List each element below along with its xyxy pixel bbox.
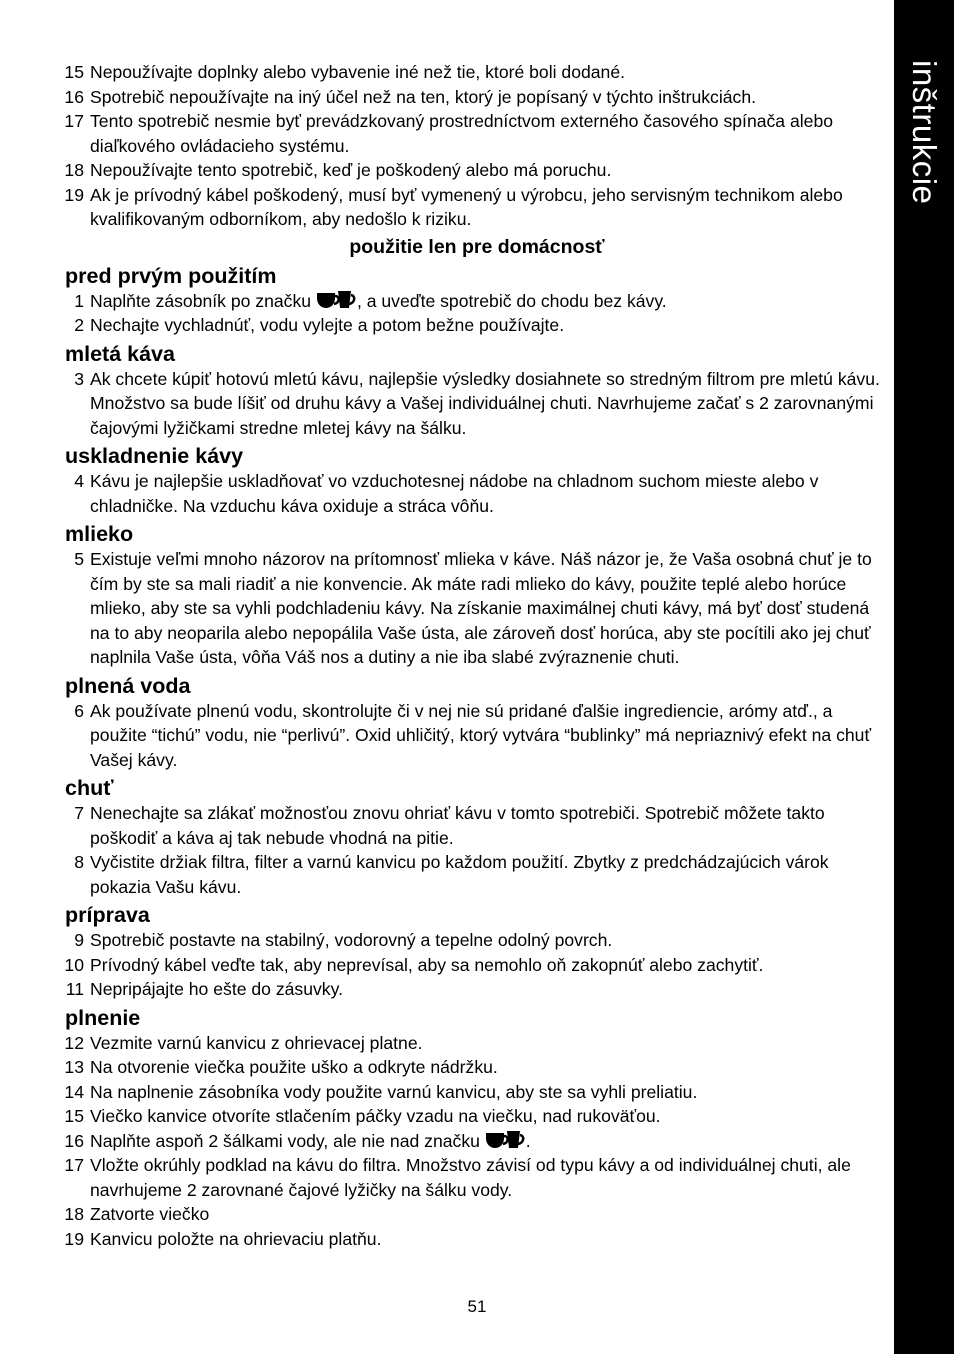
item-text: Naplňte zásobník po značku , a uveďte spotrebič do chodu bez kávy.	[90, 290, 667, 311]
item-number: 4	[74, 471, 84, 491]
item-number: 16	[64, 1130, 84, 1151]
item-number: 14	[64, 1081, 84, 1102]
list-item	[62, 801, 892, 850]
item-number: 18	[64, 1204, 84, 1224]
item-text: Zatvorte viečko	[90, 1204, 210, 1224]
item-number: 15	[64, 1106, 84, 1126]
list-item	[62, 85, 892, 110]
item-text: Naplňte aspoň 2 šálkami vody, ale nie nad značku .	[90, 1130, 531, 1151]
sidebar-tab	[894, 0, 954, 1354]
item-text: Nepoužívajte tento spotrebič, keď je poškodený alebo má poruchu.	[90, 160, 612, 180]
ground-coffee-heading: mletá káva	[65, 341, 175, 366]
sidebar-title: inštrukcie	[906, 60, 943, 205]
item-number: 7	[74, 803, 84, 823]
list-item	[62, 1153, 892, 1202]
item-number: 12	[64, 1032, 84, 1053]
storage-heading: uskladnenie kávy	[65, 444, 244, 468]
item-number: 13	[64, 1057, 84, 1077]
household-use-heading: použitie len pre domácnosť	[349, 235, 605, 258]
item-text: Nepoužívajte doplnky alebo vybavenie iné než tie, ktoré boli dodané.	[90, 62, 626, 82]
item-text: Nenechajte sa zlákať možnosťou znovu ohriať kávu v tomto spotrebiči. Spotrebič môžete takto poškodiť a káva aj tak nebude vhodná na pitie.	[90, 803, 825, 848]
item-text: Vezmite varnú kanvicu z ohrievacej platne.	[90, 1032, 423, 1053]
list-item	[62, 928, 892, 953]
filling-heading: plnenie	[65, 1005, 141, 1030]
list-item	[62, 313, 892, 338]
list-item	[62, 1104, 892, 1129]
item-text: Na otvorenie viečka použite uško a odkryte nádržku.	[90, 1057, 498, 1077]
item-number: 9	[74, 930, 84, 950]
list-item	[62, 1055, 892, 1080]
item-text: Kanvicu položte na ohrievaciu platňu.	[90, 1228, 382, 1249]
item-text: Kávu je najlepšie uskladňovať vo vzduchotesnej nádobe na chladnom suchom mieste alebo v chladničke. Na vzduchu káva oxiduje a stráca vôňu.	[90, 471, 819, 516]
page-number: 51	[467, 1297, 487, 1316]
item-number: 11	[65, 979, 84, 999]
item-number: 6	[74, 700, 84, 721]
list-item	[62, 699, 892, 773]
list-item	[62, 850, 892, 899]
list-item	[62, 547, 892, 670]
item-number: 16	[64, 86, 84, 107]
list-item	[62, 1031, 892, 1056]
list-item	[62, 1202, 892, 1227]
filtered-water-list	[62, 699, 892, 773]
item-number: 5	[74, 549, 84, 569]
item-text: Nechajte vychladnúť, vodu vylejte a potom bežne používajte.	[90, 315, 565, 335]
list-item	[62, 977, 892, 1002]
taste-heading: chuť	[65, 776, 114, 800]
coffee-cup-mark-icon	[485, 1130, 526, 1150]
item-text: Spotrebič nepoužívajte na iný účel než na ten, ktorý je popísaný v týchto inštrukciách.	[90, 86, 757, 107]
item-text: Existuje veľmi mnoho názorov na prítomnosť mlieka v káve. Náš názor je, že Vaša osobná chuť je to čím by ste sa mali riadiť a nie konvencie. Ak máte radi mlieko do kávy, použite teplé alebo horúce mlieko, aby ste sa vyhli podchladeniu kávy. Na získanie maximálnej chuti kávy, má byť dosť studená na to aby neoparila alebo nepopálila Vaše ústa, ale zároveň dosť horúca, aby ste pocítili ako jej chuť naplnila Vaše ústa, vôňa Váš nos a dutiny a nie iba slabé zvýraznenie chuti.	[90, 549, 872, 667]
item-text: Nepripájajte ho ešte do zásuvky.	[90, 979, 343, 999]
list-item	[62, 1129, 892, 1154]
filling-list-continued	[62, 1153, 892, 1251]
filling-list	[62, 1031, 892, 1129]
milk-heading: mlieko	[65, 522, 134, 546]
list-item	[62, 60, 892, 85]
item-number: 2	[74, 315, 84, 335]
item-text: Ak chcete kúpiť hotovú mletú kávu, najlepšie výsledky dosiahnete so stredným filtrom pre mletú kávu. Množstvo sa bude líšiť od druhu kávy a Vašej individuálnej chuti. Navrhujeme začať s 2 zarovnanými čajovými lyžičkami stredne mletej kávy na šálku.	[90, 368, 880, 438]
item-number: 18	[64, 160, 84, 180]
item-number: 1	[74, 290, 84, 311]
list-item	[62, 1080, 892, 1105]
ground-coffee-list	[62, 367, 892, 441]
coffee-cup-mark-icon	[316, 290, 357, 310]
item-text: Ak je prívodný kábel poškodený, musí byť vymenený u výrobcu, jeho servisným technikom alebo kvalifikovaným odborníkom, aby nedošlo k riziku.	[90, 184, 843, 229]
preparation-list	[62, 928, 892, 1002]
filtered-water-heading: plnená voda	[65, 673, 191, 698]
list-item	[62, 289, 892, 314]
item-text: Spotrebič postavte na stabilný, vodorovný a tepelne odolný povrch.	[90, 930, 613, 950]
item-text: Prívodný kábel veďte tak, aby neprevísal, aby sa nemohlo oň zakopnúť alebo zachytiť.	[90, 954, 764, 975]
list-item	[62, 367, 892, 441]
preparation-heading: príprava	[65, 903, 150, 927]
item-number: 15	[64, 62, 84, 82]
list-item	[62, 109, 892, 158]
item-number: 19	[64, 184, 84, 205]
item-number: 10	[64, 954, 84, 975]
item-text: Vložte okrúhly podklad na kávu do filtra. Množstvo závisí od typu kávy a od individuálnej chuti, ale navrhujeme 2 zarovnané čajové lyžičky na šálku vody.	[90, 1155, 851, 1200]
item-text: Ak používate plnenú vodu, skontrolujte či v nej nie sú pridané ďalšie ingrediencie, arómy atď., a použite “tichú” vodu, nie “perlivú”. Oxid uhličitý, ktorý vytvára “bublinky” má nepriaznivý efekt na chuť Vašej kávy.	[90, 700, 872, 770]
list-item	[62, 469, 892, 518]
item-number: 3	[74, 368, 84, 389]
instructions-content	[62, 60, 892, 1251]
item-number: 17	[64, 111, 84, 131]
item-number: 8	[74, 852, 84, 872]
item-text: Vyčistite držiak filtra, filter a varnú kanvicu po každom použití. Zbytky z predchádzajúcich várok pokazia Vašu kávu.	[90, 852, 829, 897]
taste-list	[62, 801, 892, 899]
item-text: Tento spotrebič nesmie byť prevádzkovaný prostredníctvom externého časového spínača alebo diaľkového ovládacieho systému.	[90, 111, 834, 156]
item-number: 19	[64, 1228, 84, 1249]
list-item	[62, 953, 892, 978]
list-item	[62, 1227, 892, 1252]
item-number: 17	[64, 1155, 84, 1175]
first-use-heading: pred prvým použitím	[65, 263, 277, 288]
item-text: Na naplnenie zásobníka vody použite varnú kanvicu, aby ste sa vyhli preliatiu.	[90, 1081, 698, 1102]
list-item	[62, 183, 892, 232]
safety-list	[62, 60, 892, 232]
list-item	[62, 158, 892, 183]
milk-list	[62, 547, 892, 670]
item-text: Viečko kanvice otvoríte stlačením páčky vzadu na viečku, nad rukoväťou.	[90, 1106, 661, 1126]
storage-list	[62, 469, 892, 518]
